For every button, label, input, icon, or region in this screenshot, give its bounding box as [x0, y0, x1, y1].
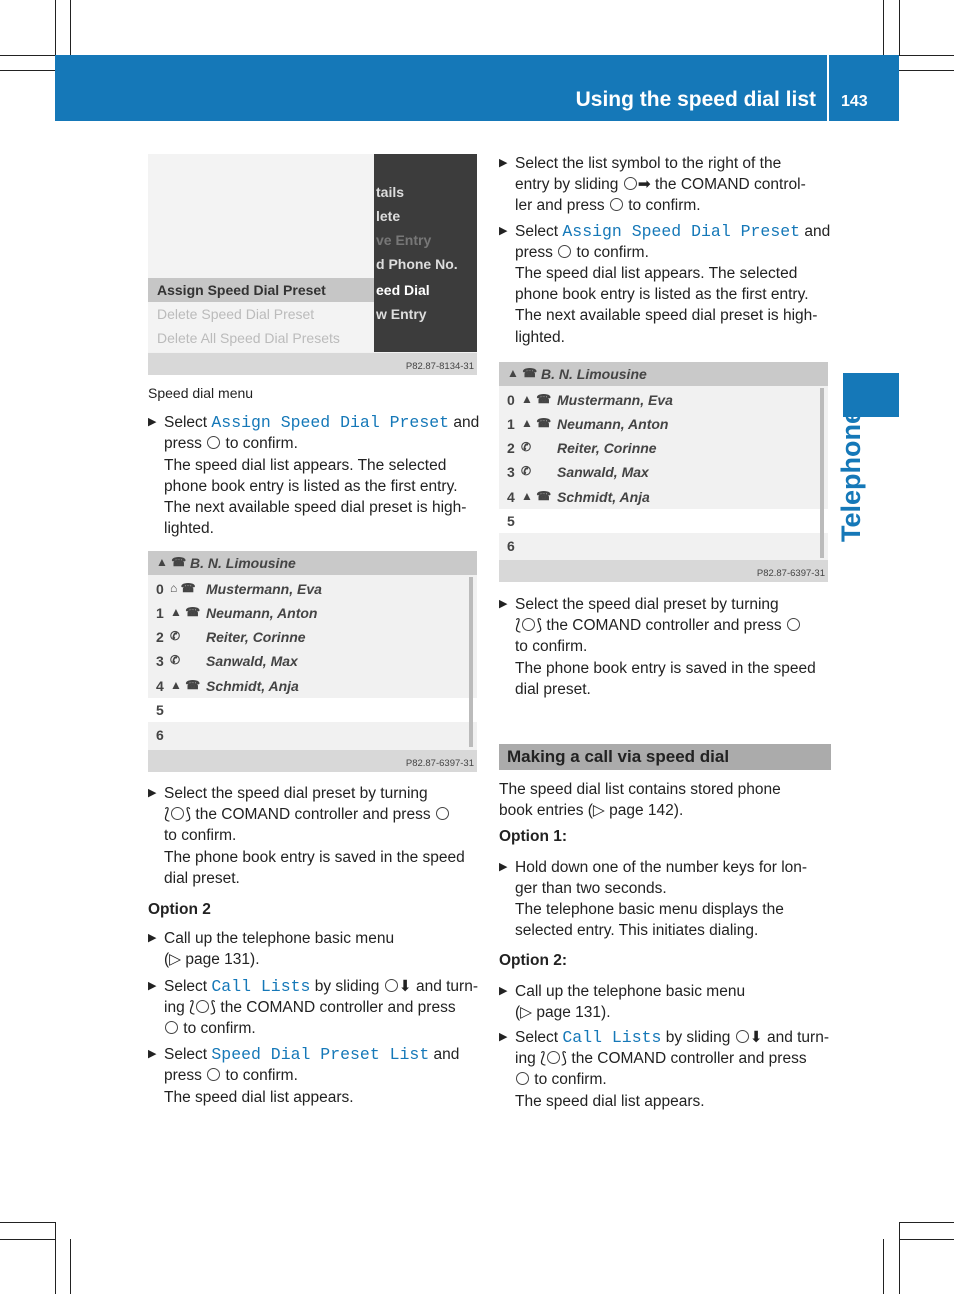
menu-command: Assign Speed Dial Preset	[211, 413, 450, 433]
speed-dial-menu-screenshot	[148, 154, 477, 375]
option-heading: Option 2:	[499, 952, 568, 970]
step-arrow-icon: ▶	[499, 1031, 508, 1044]
menu-item-assign: Assign Speed Dial Preset	[157, 282, 326, 298]
crop-mark	[55, 1222, 56, 1294]
figure-code: P82.87-8134-31	[405, 361, 474, 372]
car-phone-icon: ▲ ☎	[507, 366, 538, 380]
crop-mark	[0, 70, 55, 71]
list-item-highlighted: 5	[499, 509, 828, 533]
submenu-item: w Entry	[376, 306, 427, 322]
controller-press-icon	[787, 618, 800, 631]
controller-turn-icon	[547, 1051, 560, 1064]
phone-icon: ✆	[521, 464, 532, 478]
phone-icon: ✆	[170, 629, 181, 643]
controller-press-icon	[165, 1021, 178, 1034]
instruction-step: ▶ Call up the telephone basic menu (▷ page 131).	[148, 928, 480, 970]
controller-press-icon	[207, 1068, 220, 1081]
menu-command: Call Lists	[211, 976, 311, 996]
submenu-item: eed Dial	[376, 282, 430, 298]
page-reference: (▷ page 131).	[515, 1003, 611, 1021]
controller-slide-icon	[624, 177, 637, 190]
list-item: 4 ▲ ☎ Schmidt, Anja	[507, 489, 650, 505]
menu-item-delete-all: Delete All Speed Dial Presets	[157, 330, 340, 346]
contact-icon: ▲ ☎	[521, 392, 552, 406]
instruction-step: ▶ Hold down one of the number keys for lon- ger than two seconds. The telephone basic menu displays the selected entry. This initiates dialing.	[499, 858, 808, 940]
instruction-step: ▶ Select Assign Speed Dial Preset and press to confirm. The speed dial list appears. The selected phone book entry is listed as the first entry. The next available speed dial preset is high- lighted.	[148, 413, 480, 538]
contact-icon: ▲ ☎	[170, 605, 201, 619]
menu-command: Assign Speed Dial Preset	[562, 221, 801, 241]
step-arrow-icon: ▶	[499, 984, 508, 997]
list-item: 3 ✆ Sanwald, Max	[156, 653, 298, 669]
instruction-step: ▶ Select the speed dial preset by turning ⟅ ⟆ the COMAND controller and press to confirm. The phone book entry is saved in the speed dial preset.	[499, 596, 816, 698]
list-item: 2 ✆ Reiter, Corinne	[507, 440, 657, 456]
crop-mark	[883, 1239, 884, 1294]
step-arrow-icon: ▶	[148, 979, 157, 992]
controller-slide-icon	[736, 1030, 749, 1043]
controller-turn-icon	[196, 1000, 209, 1013]
crop-mark	[0, 55, 55, 56]
left-column-top	[148, 383, 480, 539]
page-number: 143	[841, 93, 868, 110]
section-intro: The speed dial list contains stored phone book entries (▷ page 142).	[499, 781, 781, 820]
right-column-bottom	[499, 594, 831, 1112]
instruction-step: ▶ Select Call Lists by sliding ⬇ and turn- ing ⟅ ⟆ the COMAND controller and press to confirm. The speed dial list appears.	[499, 1028, 829, 1110]
step-arrow-icon: ▶	[148, 416, 157, 429]
page-header	[55, 55, 899, 121]
contact-icon: ▲ ☎	[521, 416, 552, 430]
list-item: 0 ▲ ☎ Mustermann, Eva	[507, 392, 673, 408]
list-item: 0 ⌂ ☎ Mustermann, Eva	[156, 581, 322, 597]
controller-press-icon	[558, 245, 571, 258]
list-item: 3 ✆ Sanwald, Max	[507, 464, 649, 480]
step-arrow-icon: ▶	[499, 157, 508, 169]
list-title: B. N. Limousine	[541, 366, 647, 382]
list-item: 2 ✆ Reiter, Corinne	[156, 629, 306, 645]
step-arrow-icon: ▶	[499, 598, 508, 610]
instruction-step: ▶ Select Assign Speed Dial Preset and press to confirm. The speed dial list appears. The selected phone book entry is listed as the first entry. The next available speed dial preset is high- lighted.	[499, 221, 831, 346]
step-arrow-icon: ▶	[148, 787, 157, 799]
figure-caption: Speed dial menu	[148, 385, 254, 401]
contact-icon: ⌂ ☎	[170, 581, 196, 595]
controller-slide-icon	[385, 979, 398, 992]
section-heading: Making a call via speed dial	[499, 744, 831, 770]
contact-icon: ▲ ☎	[521, 489, 552, 503]
list-item-highlighted: 5	[148, 698, 477, 722]
controller-press-icon	[516, 1072, 529, 1085]
figure-code: P82.87-6397-31	[756, 568, 825, 579]
instruction-step: ▶ Call up the telephone basic menu (▷ page 131).	[499, 981, 831, 1023]
left-column-bottom	[148, 783, 480, 1108]
controller-press-icon	[436, 807, 449, 820]
right-column-top	[499, 153, 831, 348]
menu-command: Speed Dial Preset List	[211, 1045, 430, 1065]
chapter-label: Telephone	[836, 408, 866, 542]
list-item: 6	[156, 727, 164, 743]
crop-mark	[70, 1239, 71, 1294]
controller-turn-icon	[522, 618, 535, 631]
crop-mark	[899, 1222, 900, 1294]
menu-command: Call Lists	[562, 1028, 662, 1048]
crop-mark	[55, 0, 56, 55]
menu-item-delete: Delete Speed Dial Preset	[157, 306, 315, 322]
option-heading: Option 2	[148, 901, 211, 919]
list-item: 4 ▲ ☎ Schmidt, Anja	[156, 678, 299, 694]
page-reference: (▷ page 131).	[164, 951, 260, 969]
scrollbar	[469, 577, 473, 747]
step-arrow-icon: ▶	[148, 932, 157, 945]
submenu-item: tails	[376, 184, 405, 200]
list-title: B. N. Limousine	[190, 555, 296, 571]
submenu-item: lete	[376, 208, 401, 224]
scrollbar	[820, 388, 824, 558]
instruction-step: ▶ Select Speed Dial Preset List and press to confirm. The speed dial list appears.	[148, 1045, 460, 1106]
option-heading: Option 1:	[499, 828, 568, 846]
speed-dial-list-screenshot	[499, 362, 828, 582]
instruction-step: ▶ Select Call Lists by sliding ⬇ and turn- ing ⟅ ⟆ the COMAND controller and press to confirm.	[148, 976, 478, 1038]
crop-mark	[899, 0, 900, 55]
menu-left-panel	[148, 154, 374, 352]
instruction-step: ▶ Select the speed dial preset by turning ⟅ ⟆ the COMAND controller and press to confirm. The phone book entry is saved in the speed dial preset.	[148, 785, 465, 887]
step-arrow-icon: ▶	[148, 1048, 157, 1061]
crop-mark	[0, 1239, 55, 1240]
step-arrow-icon: ▶	[499, 860, 508, 873]
phone-icon: ✆	[170, 653, 181, 667]
step-arrow-icon: ▶	[499, 224, 508, 237]
contact-icon: ▲ ☎	[170, 678, 201, 692]
crop-mark	[899, 1239, 954, 1240]
submenu-item: ve Entry	[376, 232, 432, 248]
controller-press-icon	[207, 436, 220, 449]
header-divider	[827, 55, 829, 121]
page-title: Using the speed dial list	[575, 88, 816, 111]
crop-mark	[883, 0, 884, 55]
speed-dial-list-screenshot	[148, 551, 477, 772]
figure-code: P82.87-6397-31	[405, 758, 474, 769]
car-phone-icon: ▲ ☎	[156, 555, 187, 569]
submenu-item: d Phone No.	[376, 256, 458, 272]
controller-turn-icon	[171, 807, 184, 820]
crop-mark	[899, 70, 954, 71]
phone-icon: ✆	[521, 440, 532, 454]
crop-mark	[899, 1222, 954, 1223]
instruction-step: ▶ Select the list symbol to the right of the entry by sliding ➡ the COMAND control- ler and press to confirm.	[499, 155, 806, 215]
list-item: 6	[507, 538, 515, 554]
crop-mark	[70, 0, 71, 55]
list-item: 1 ▲ ☎ Neumann, Anton	[507, 416, 669, 432]
controller-press-icon	[610, 198, 623, 211]
list-header	[148, 551, 477, 575]
menu-right-panel	[374, 154, 477, 352]
list-item: 1 ▲ ☎ Neumann, Anton	[156, 605, 318, 621]
crop-mark	[0, 1222, 55, 1223]
list-header	[499, 362, 828, 386]
crop-mark	[899, 55, 954, 56]
